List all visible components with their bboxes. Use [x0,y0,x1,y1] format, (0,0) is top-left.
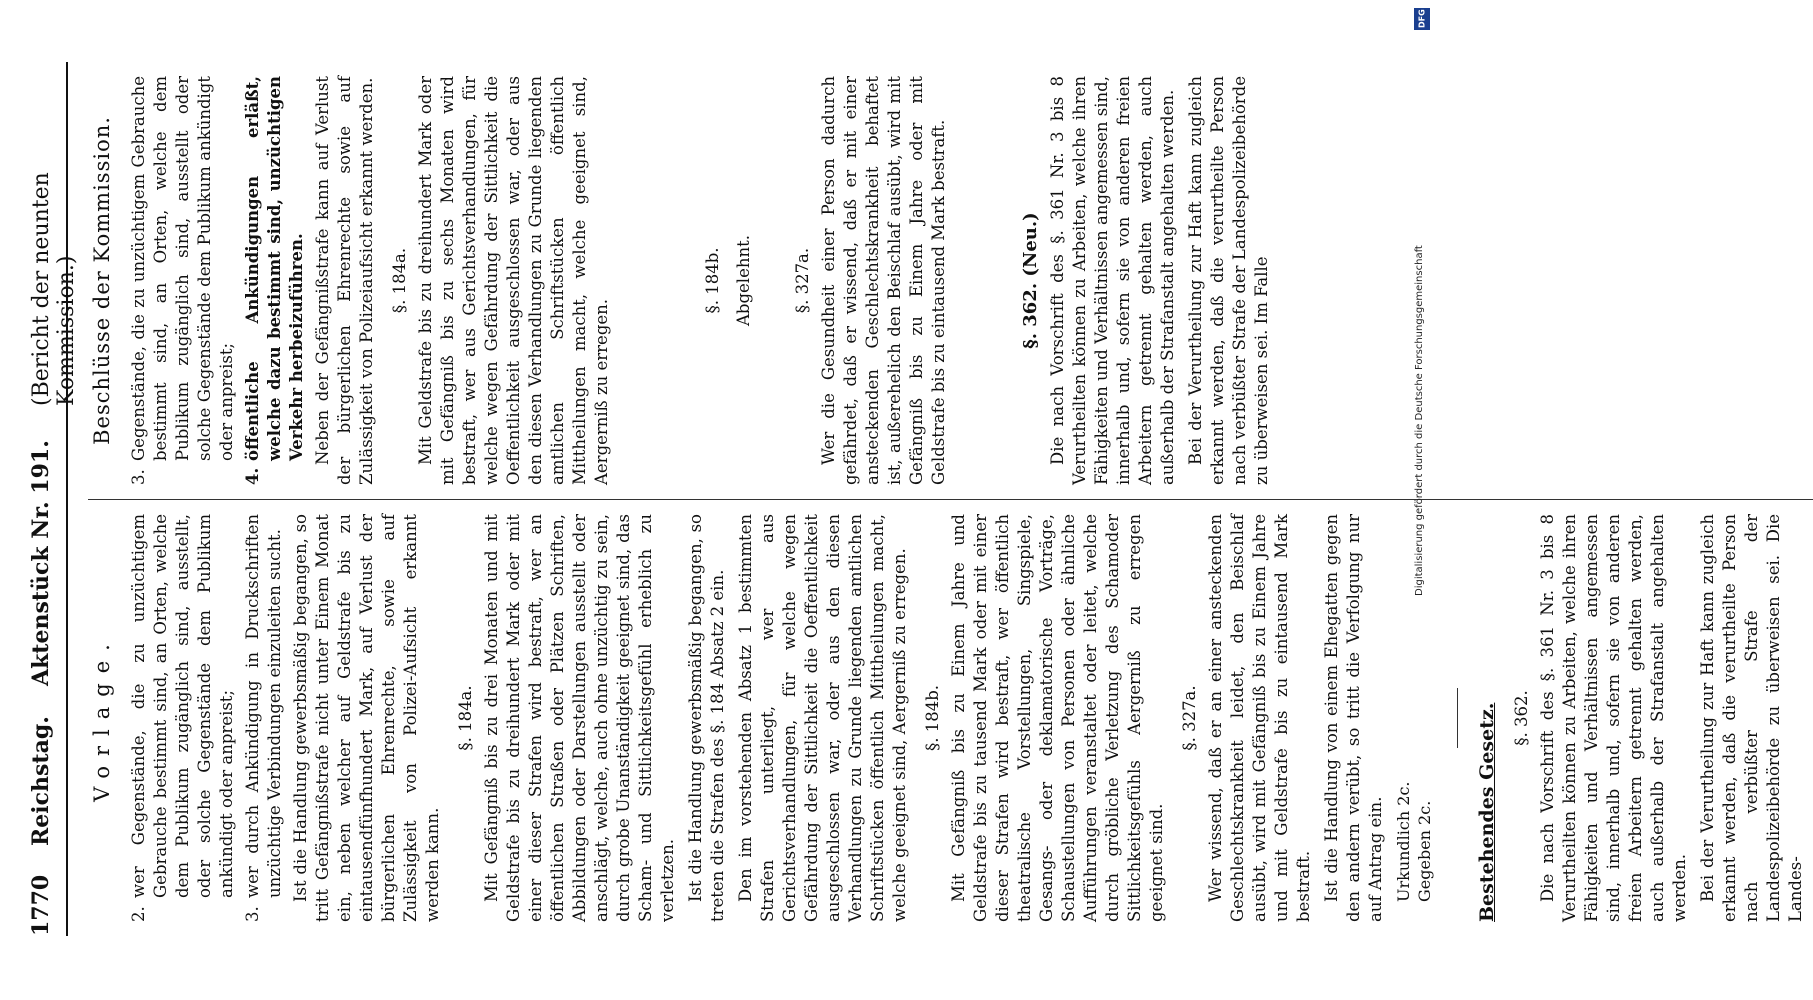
section-heading: §. 327a. [793,247,812,314]
column-title-beschluesse: Beschlüsse der Kommission. [90,116,114,445]
section-heading: §. 362. [1512,690,1531,746]
paragraph: Neben der Gefängnißstrafe kann auf Verlust der bürgerlichen Ehrenrechte sowie auf Zulässigkeit von Polizeiaufsicht erkannt werden. [313,76,376,485]
paragraph: Mit Gefängniß bis zu drei Monaten und mit Geldstrafe bis zu dreihundert Mark oder mit einer dieser Strafen wird bestraft, wer an öffentlichen Straßen oder Plätzen Schriften, Abbildungen oder Darstellungen ausstellt oder anschlägt, welche, auch ohne unzüchtig zu sein, durch grobe Unanständigkeit geeignet sind, das Scham- und Sittlichkeitsgefühl erheblich zu verletzen. [482,514,677,922]
list-item [128,76,238,485]
divider [1457,688,1458,748]
page-header [28,62,79,936]
item-text: wer Gegenstände, die zu unzüchtigem Gebrauche bestimmt sind, an Orten, welche dem Publikum zugänglich sind, ausstellt, oder solche Gegenstände dem Publikum ankündigt oder anpreist; [129,514,236,898]
closing-urkundlich: Urkundlich 2c. [1394,781,1413,902]
column-beschluesse [88,62,1813,499]
paragraph: Bei der Verurtheilung zur Haft kann zugleich erkannt werden, daß die verurtheilte Person nach verbüßter Strafe der Landespolizeibehörde zu überweisen sei. Die Landes- [1698,514,1805,922]
column-vorlage [88,499,1813,936]
paragraph: Die nach Vorschrift des §. 361 Nr. 3 bis 8 Verurtheilten können zu Arbeiten, welche ihren Fähigkeiten und Verhältnissen angemessen sind, innerhalb und, sofern sie von anderen freien Arbeitern getrennt gehalten werden, auch außerhalb der Strafanstalt angehalten werden. [1048,76,1177,485]
section-heading: §. 327a. [1180,685,1199,751]
item-number: 3. [129,469,148,485]
column-title-vorlage: Vorlage. [90,634,114,802]
paragraph: Ist die Handlung von einem Ehegatten gegen den andern verübt, so tritt die Verfolgung nur auf Antrag ein. [1322,514,1385,922]
paragraph: Mit Gefängniß bis zu Einem Jahre und Geldstrafe bis zu tausend Mark oder mit einer dieser Strafen wird bestraft, wer öffentlich theatralische Vorstellungen, Singspiele, Gesangs- oder deklamatorische Vorträge, Schaustellungen von Personen oder ähnliche Aufführungen veranstaltet oder leitet, welche durch gröbliche Verletzung des Schamoder Sittlichkeitsgefühls Aergerniß zu erregen geeignet sind. [949,514,1166,922]
section-heading: §. 184a. [390,247,409,314]
dfg-logo: DFG [1414,8,1430,30]
item-text: wer durch Ankündigung in Druckschriften unzüchtige Verbindungen einzuleiten sucht. [243,514,284,898]
header-aktenstueck: Aktenstück Nr. 191. [28,440,54,686]
section-heading: §. 362. (Neu.) [1020,212,1041,349]
section-heading: §. 184b. [923,684,942,752]
existing-law-heading: Bestehendes Gesetz. [1476,702,1498,922]
item-number: 2. [129,906,148,922]
paragraph: Wer die Gesundheit einer Person dadurch gefährdet, daß er wissend, daß er mit einer ansteckenden Geschlechtskrankheit behaftet ist, außerehelich den Beischlaf ausübt, wird mit Gefängniß bis zu Einem Jahre oder mit Geldstrafe bis zu eintausend Mark bestraft. [819,76,948,485]
item-text: öffentliche Ankündigungen erläßt, welche dazu bestimmt sind, unzüchtigen Verkehr herbeizuführen. [243,76,306,461]
item-text: Gegenstände, die zu unzüchtigem Gebrauche bestimmt sind, an Orten, welche dem Publikum zugänglich sind, ausstellt oder solche Gegenstände dem Publikum ankündigt oder anpreist; [129,76,236,461]
item-number: 3. [243,906,262,922]
list-item [128,514,238,922]
list-item [242,514,286,922]
paragraph: Bei der Verurtheilung zur Haft kann zugleich erkannt werden, daß die verurtheilte Person nach verbüßter Strafe der Landespolizeibehörde zu überweisen sei. Im Falle [1186,76,1271,485]
paragraph: Die nach Vorschrift des §. 361 Nr. 3 bis 8 Verurtheilten können zu Arbeiten, welche ihren Fähigkeiten und Verhältnissen angemessen sind, innerhalb und, sofern sie von anderen freien Arbeitern getrennt gehalten werden, auch außerhalb der Strafanstalt angehalten werden. [1538,514,1689,922]
paragraph: Ist die Handlung gewerbsmäßig begangen, so tritt Gefängnißstrafe nicht unter Einem Monat ein, neben welcher auf Geldstrafe bis zu eintausendfünfhundert Mark, auf Verlust der bürgerlichen Ehrenrechte, sowie auf Zulässigkeit von Polizei-Aufsicht erkannt werden kann. [291,514,442,922]
page-number: 1770 [28,874,54,936]
paragraph: Mit Geldstrafe bis zu dreihundert Mark oder mit Gefängniß bis zu sechs Monaten wird bestraft, wer aus Gerichtsverhandlungen, für welche wegen Gefährdung der Sittlichkeit die Oeffentlichkeit ausgeschlossen war, oder aus den diesen Verhandlungen zu Grunde liegenden amtlichen Schriftstücken öffentlich Mittheilungen macht, welche geeignet sind, Aergerniß zu erregen. [416,76,611,485]
paragraph: Den im vorstehenden Absatz 1 bestimmten Strafen unterliegt, wer aus Gerichtsverhandlungen, für welche wegen Gefährdung der Sittlichkeit die Oeffentlichkeit ausgeschlossen war, oder aus den diesen Verhandlungen zu Grunde liegenden amtlichen Schriftstücken öffentlich Mittheilungen macht, welche geeignet sind, Aergerniß zu erregen. [736,514,909,922]
header-bericht: (Bericht der neunten Kommission.) [29,172,79,406]
list-item [242,76,308,485]
section-heading: §. 184b. [703,247,722,314]
item-number: 4. [243,467,262,485]
two-column-body [88,62,1813,936]
closing-gegeben: Gegeben 2c. [1415,800,1434,902]
rejected-note: Abgelehnt. [734,235,753,326]
digitization-credit: Digitalisierung gefördert durch die Deutsche Forschungsgemeinschaft [1414,245,1425,596]
section-heading: §. 184a. [456,685,475,751]
digitization-sidebar [1412,0,1432,1000]
header-reichstag: Reichstag. [28,716,54,846]
paragraph: Wer wissend, daß er an einer ansteckenden Geschlechtskrankheit leidet, den Beischlaf ausübt, wird mit Gefängniß bis zu Einem Jahre und mit Geldstrafe bis zu eintausend Mark bestraft. [1206,514,1313,922]
paragraph: Ist die Handlung gewerbsmäßig begangen, so treten die Strafen des §. 184 Absatz 2 ein. [686,514,727,922]
